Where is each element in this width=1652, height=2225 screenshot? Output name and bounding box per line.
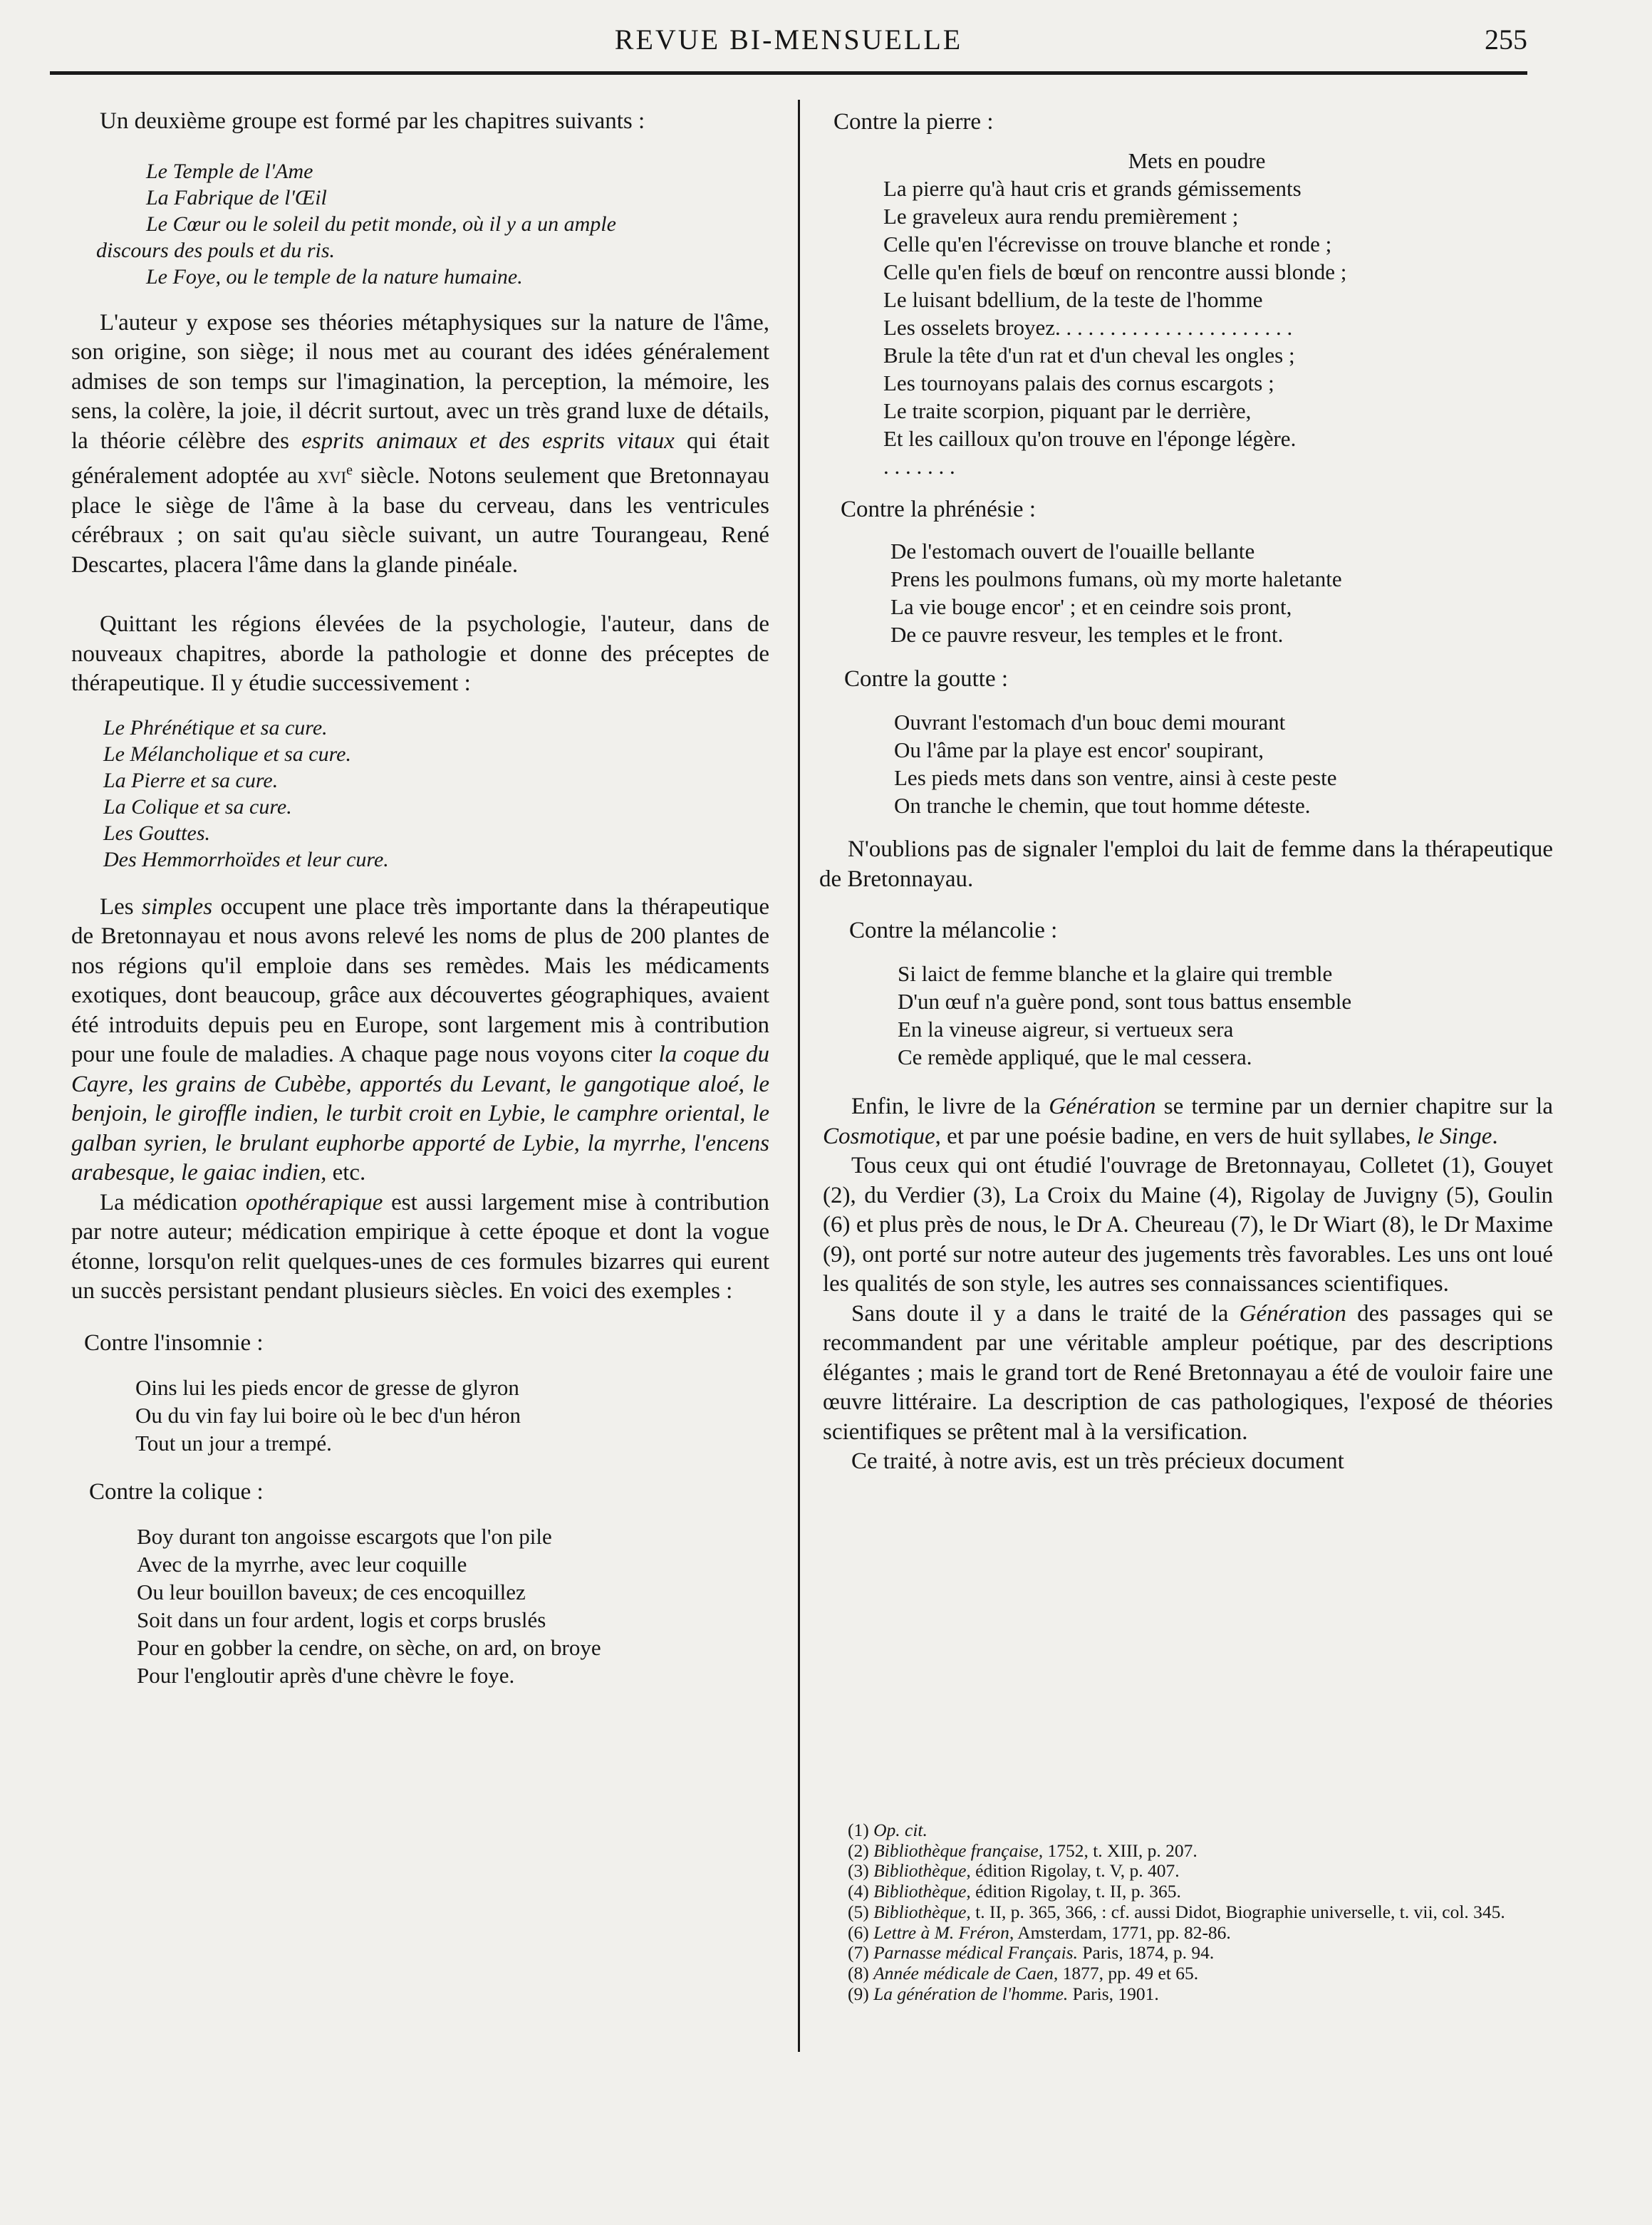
list-item: La Fabrique de l'Œil xyxy=(146,185,327,209)
verse-line: Si laict de femme blanche et la glaire qui tremble xyxy=(898,961,1333,986)
footnote-text: 1877, pp. 49 et 65. xyxy=(1058,1962,1199,1983)
text-run: des passages qui se recommandent par une véritable ampleur poétique, par des descriptions élégantes ; mais le grand tort de René Bretonnayau a été de vouloir faire une œuvre littéraire. La description de cas pathologiques, l'exposé de théories scientifiques se prêtent mal à la versification. xyxy=(823,1300,1554,1445)
footnote-title: Parnasse médical Français. xyxy=(873,1942,1078,1964)
verse-melancolie xyxy=(819,960,1553,1071)
century-numeral: xvi xyxy=(317,463,347,489)
footnote-text: Paris, 1874, p. 94. xyxy=(1077,1942,1215,1964)
footnote-title: Op. cit. xyxy=(873,1820,928,1840)
footnote xyxy=(848,1882,1557,1902)
paragraph-simples xyxy=(71,893,769,1188)
verse-line: Ouvrant l'estomach d'un bouc demi mourant xyxy=(894,710,1286,735)
left-column xyxy=(71,107,769,1689)
header-rule xyxy=(50,71,1527,75)
text-run: . xyxy=(1492,1123,1498,1149)
list-item: Le Mélancholique et sa cure. xyxy=(103,742,351,766)
paragraph-opotherapique xyxy=(71,1188,769,1307)
italic-run: simples xyxy=(142,893,213,920)
text-run: occupent une place très importante dans la thérapeutique de Bretonnayau et nous avons relevé les noms de plus de 200 plantes de nos régions qu'il emploie dans ses remèdes. Mais les médicaments exotiques, dont beaucoup, grâce aux découvertes géographiques, avaient été introduits depuis peu en Europe, sont largement mis à contribution pour une foule de maladies. A chaque page nous voyons citer xyxy=(71,893,770,1067)
footnote-number: (6) xyxy=(848,1921,869,1943)
paragraph-tous-ceux: Tous ceux qui ont étudié l'ouvrage de Bretonnayau, Colletet (1), Gouyet (2), du Verdier (3), La Croix du Maine (4), Rigolay de Juvigny (5), Goulin (6) et plus près de nous, le Dr A. Cheureau (7), le Dr Wiart (8), le Dr Maxime (9), ont porté sur notre auteur des jugements très favorables. Les uns ont loué les qualités de son style, les autres ses connaissances scientifiques. xyxy=(823,1153,1553,1297)
verse-line: Pour l'engloutir après d'une chèvre le foye. xyxy=(137,1662,515,1688)
text-run: siècle. Notons seulement que Bretonnayau place le siège de l'âme à la base du cerveau, dans les ventricules cérébraux ; on sait qu'au siècle suivant, un autre Tourangeau, René Descartes, placera l'âme dans la glande pinéale. xyxy=(71,463,769,578)
verse-line: De ce pauvre resveur, les temples et le front. xyxy=(890,622,1284,647)
chapter-list-2 xyxy=(71,715,769,873)
footnote-number: (7) xyxy=(848,1942,869,1964)
text-run: , et par une poésie badine, en vers de huit syllabes, xyxy=(935,1123,1411,1149)
verse-line: D'un œuf n'a guère pond, sont tous battus ensemble xyxy=(898,989,1352,1014)
list-item: Le Foye, ou le temple de la nature humaine. xyxy=(146,264,523,289)
verse-line: On tranche le chemin, que tout homme déteste. xyxy=(894,793,1311,818)
footnote-number: (1) xyxy=(848,1820,869,1840)
page-number: 255 xyxy=(1485,24,1527,56)
verse-line: Les pieds mets dans son ventre, ainsi à ceste peste xyxy=(894,765,1337,790)
remedy-heading-goutte: Contre la goutte : xyxy=(844,666,1009,692)
footnote-text: Paris, 1901. xyxy=(1068,1983,1159,2004)
chapter-list-1 xyxy=(71,158,769,290)
column-rule xyxy=(798,100,800,2052)
paragraph-theories xyxy=(71,308,769,581)
text-run: est aussi largement mise à contribution par notre auteur; médication empirique à cette époque et dont la vogue étonne, lorsqu'on relit quelques-unes de ces formules bizarres qui eurent un succès persistant pendant plusieurs siècles. En voici des exemples : xyxy=(71,1189,770,1304)
list-item: Les Gouttes. xyxy=(103,821,210,845)
list-item: La Pierre et sa cure. xyxy=(103,768,279,792)
footnote xyxy=(848,1984,1557,2005)
italic-run: Génération xyxy=(1049,1094,1156,1119)
footnote-title: Bibliothèque, xyxy=(873,1881,971,1902)
text-run: etc. xyxy=(332,1160,366,1186)
verse-line: En la vineuse aigreur, si vertueux sera xyxy=(898,1017,1234,1042)
paragraph-lait: N'oublions pas de signaler l'emploi du lait de femme dans la thérapeutique de Bretonnayau. xyxy=(819,836,1553,892)
list-item: discours des pouls et du ris. xyxy=(96,238,336,262)
verse-line: Ou l'âme par la playe est encor' soupirant, xyxy=(894,737,1264,762)
verse-line: Le traite scorpion, piquant par le derrière, xyxy=(883,398,1252,423)
verse-line: Pour en gobber la cendre, on sèche, on ard, on broye xyxy=(137,1634,601,1660)
verse-goutte xyxy=(819,708,1553,819)
footnote xyxy=(848,1820,1557,1841)
italic-run: le Singe xyxy=(1416,1123,1492,1149)
italic-run: esprits animaux et des esprits vitaux xyxy=(301,427,675,454)
footnote xyxy=(848,1964,1557,1984)
verse-line: . . . . . . . xyxy=(883,454,955,479)
verse-line: Ou du vin fay lui boire où le bec d'un héron xyxy=(135,1402,521,1428)
italic-run: Génération xyxy=(1239,1300,1346,1327)
text-run: Sans doute il y a dans le traité de la xyxy=(851,1300,1229,1327)
verse-insomnie xyxy=(71,1374,769,1457)
verse-line: La pierre qu'à haut cris et grands gémissements xyxy=(883,176,1302,201)
verse-subtitle: Mets en poudre xyxy=(1128,148,1266,173)
footnote xyxy=(848,1841,1557,1862)
remedy-heading-melancolie: Contre la mélancolie : xyxy=(849,918,1058,943)
list-item: Le Phrénétique et sa cure. xyxy=(103,715,328,740)
verse-line: De l'estomach ouvert de l'ouaille bellante xyxy=(890,539,1255,564)
footnote-text: Amsterdam, 1771, pp. 82-86. xyxy=(1014,1921,1231,1943)
italic-run: Cosmotique xyxy=(823,1123,935,1149)
footnote-title: Année médicale de Caen, xyxy=(873,1962,1059,1983)
verse-line: Et les cailloux qu'on trouve en l'éponge légère. xyxy=(883,426,1297,451)
footnote-text: édition Rigolay, t. V, p. 407. xyxy=(970,1860,1180,1882)
paragraph-enfin xyxy=(819,1092,1553,1151)
footnote-number: (9) xyxy=(848,1983,869,2004)
text-run: se termine par un dernier chapitre sur la xyxy=(1163,1094,1553,1119)
footnote-number: (5) xyxy=(848,1901,869,1922)
verse-line: Les osselets broyez. . . . . . . . . . . . . . . . . . . . . . xyxy=(883,315,1293,340)
list-item: La Colique et sa cure. xyxy=(103,794,292,819)
verse-line: Brule la tête d'un rat et d'un cheval les ongles ; xyxy=(883,343,1295,368)
verse-colique xyxy=(71,1523,769,1689)
footnote-number: (3) xyxy=(848,1860,869,1882)
verse-line: La vie bouge encor' ; et en ceindre sois pront, xyxy=(890,594,1292,619)
superscript: e xyxy=(346,462,353,478)
footnote-title: Bibliothèque française, xyxy=(873,1840,1044,1861)
footnote-title: Bibliothèque, xyxy=(873,1901,971,1922)
page-header xyxy=(50,23,1527,66)
verse-line: Celle qu'en fiels de bœuf on rencontre aussi blonde ; xyxy=(883,259,1347,284)
text-run: La médication xyxy=(100,1189,238,1215)
remedy-heading-pierre: Contre la pierre : xyxy=(833,109,994,135)
right-column xyxy=(819,107,1553,1477)
footnotes xyxy=(848,1820,1557,2004)
list-item: Des Hemmorrhoïdes et leur cure. xyxy=(103,847,389,871)
running-title: REVUE BI-MENSUELLE xyxy=(614,24,963,56)
footnote-text: 1752, t. XIII, p. 207. xyxy=(1043,1840,1198,1861)
paragraph-quittant: Quittant les régions élevées de la psychologie, l'auteur, dans de nouveaux chapitres, aborde la pathologie et donne des préceptes de thérapeutique. Il y étudie successivement : xyxy=(71,611,769,696)
verse-line: Le graveleux aura rendu premièrement ; xyxy=(883,204,1239,229)
verse-line: Soit dans un four ardent, logis et corps bruslés xyxy=(137,1607,546,1632)
verse-line: Prens les poulmons fumans, où my morte haletante xyxy=(890,566,1342,591)
verse-line: Avec de la myrrhe, avec leur coquille xyxy=(137,1551,467,1577)
verse-line: Le luisant bdellium, de la teste de l'homme xyxy=(883,287,1263,312)
verse-line: Ce remède appliqué, que le mal cessera. xyxy=(898,1044,1252,1069)
paragraph-deuxieme-groupe: Un deuxième groupe est formé par les chapitres suivants : xyxy=(100,108,645,134)
verse-line: Celle qu'en l'écrevisse on trouve blanche et ronde ; xyxy=(883,232,1332,256)
remedy-heading-insomnie: Contre l'insomnie : xyxy=(84,1329,264,1356)
footnote-number: (4) xyxy=(848,1881,869,1902)
text-run: L'auteur y expose ses théories métaphysiques sur la nature de l'âme, son origine, son siège; il nous met au courant des idées généralement admises de son temps sur l'imagination, la perception, la mémoire, les sens, la colère, la joie, il décrit surtout, avec un très grand luxe de détails, la théorie célèbre des xyxy=(71,309,769,454)
text-run: qui était généralement adoptée au xyxy=(71,427,770,489)
footnote-title: Bibliothèque, xyxy=(873,1860,971,1882)
footnote xyxy=(848,1902,1557,1923)
italic-run: opothérapique xyxy=(245,1189,383,1215)
verse-phrenesie xyxy=(819,537,1553,648)
remedy-heading-colique: Contre la colique : xyxy=(89,1478,264,1505)
footnote xyxy=(848,1861,1557,1882)
verse-line: Boy durant ton angoisse escargots que l'on pile xyxy=(137,1523,552,1549)
footnote-number: (2) xyxy=(848,1840,869,1861)
footnote-number: (8) xyxy=(848,1962,869,1983)
verse-line: Tout un jour a trempé. xyxy=(135,1430,332,1456)
paragraph-sans-doute xyxy=(819,1300,1553,1448)
list-item: Le Temple de l'Ame xyxy=(146,159,313,183)
verse-pierre xyxy=(819,147,1553,480)
footnote xyxy=(848,1943,1557,1964)
verse-line: Oins lui les pieds encor de gresse de glyron xyxy=(135,1374,519,1400)
text-run: Les xyxy=(100,893,134,920)
paragraph-ce-traite: Ce traité, à notre avis, est un très précieux document xyxy=(851,1448,1344,1474)
text-run: Enfin, le livre de la xyxy=(851,1094,1041,1119)
footnote xyxy=(848,1923,1557,1944)
remedy-heading-phrenesie: Contre la phrénésie : xyxy=(841,497,1036,522)
list-item: Le Cœur ou le soleil du petit monde, où il y a un ample xyxy=(146,212,616,236)
verse-line: Les tournoyans palais des cornus escargots ; xyxy=(883,370,1274,395)
footnote-title: Lettre à M. Fréron, xyxy=(873,1921,1014,1943)
footnote-text: édition Rigolay, t. II, p. 365. xyxy=(970,1881,1181,1902)
footnote-title: La génération de l'homme. xyxy=(873,1983,1069,2004)
footnote-text: t. II, p. 365, 366, : cf. aussi Didot, Biographie universelle, t. vii, col. 345. xyxy=(970,1901,1505,1922)
verse-line: Ou leur bouillon baveux; de ces encoquillez xyxy=(137,1579,526,1604)
italic-run: la coque du Cayre, les grains de Cubèbe, apportés du Levant, le gangotique aloé, le benjoin, le giroffle indien, le turbit croit en Lybie, le camphre oriental, le galban syrien, le brulant euphorbe apporté de Lybie, la myrrhe, l'encens arabesque, le gaiac indien, xyxy=(71,1042,770,1186)
